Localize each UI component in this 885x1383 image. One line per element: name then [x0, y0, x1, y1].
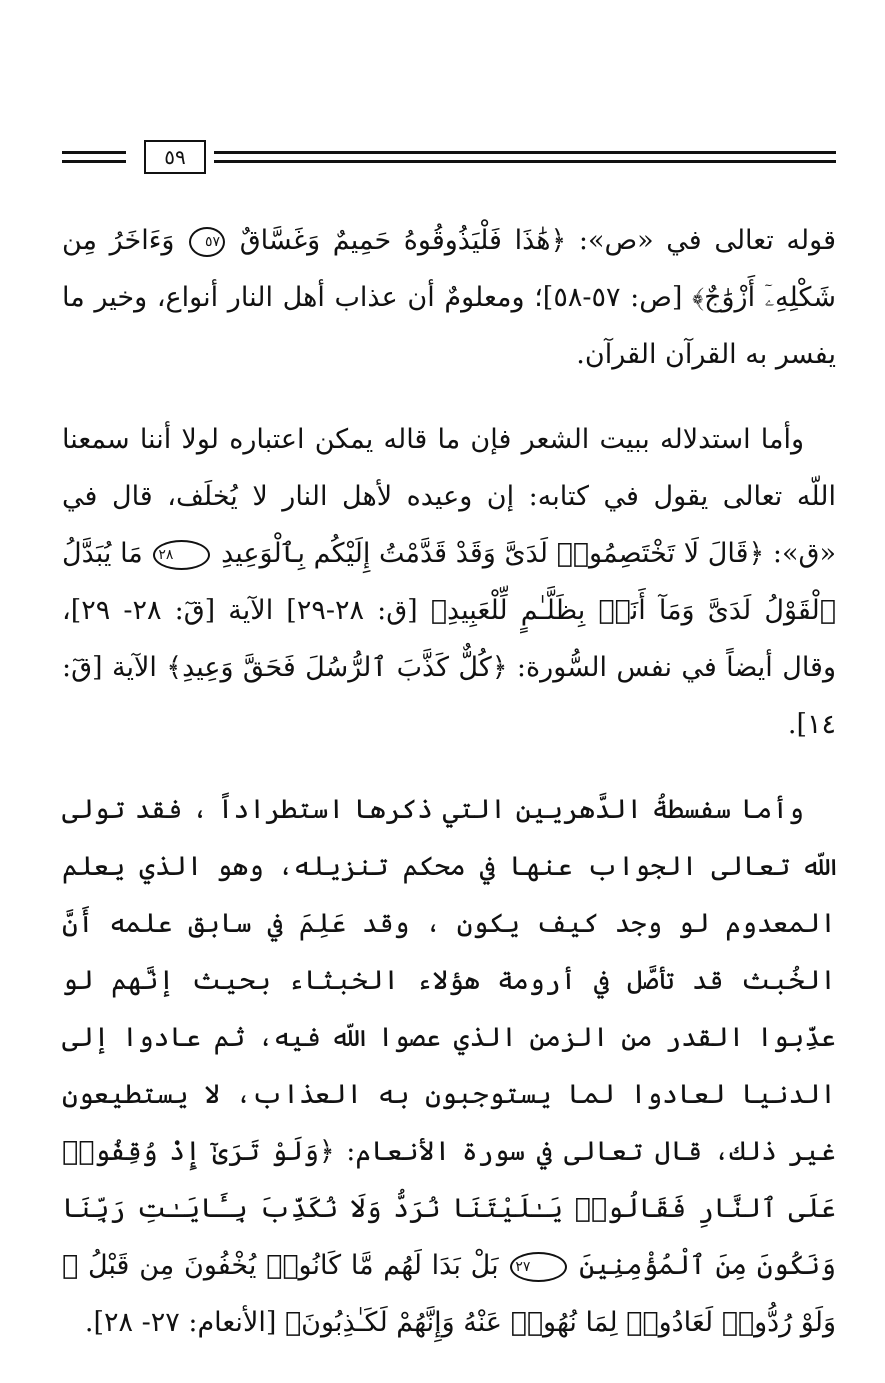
- paragraph: [62, 411, 836, 753]
- header-rule-long: [214, 151, 836, 154]
- paragraph: [62, 781, 836, 1351]
- header-rule-short: [62, 151, 126, 154]
- paragraph-text: مَا يُبَدَّلُ ٱلْقَوْلُ لَدَىَّ وَمَآ أَنَا۠ بِظَلَّـٰمٍ لِّلْعَبِيدِ﴾ [ق: ٢٨-٢٩] الآية [قٓ: ٢٨- ٢٩]، وقال أيضاً في نفس السُّورة: ﴿كُلٌّ كَذَّبَ ٱلرُّسُلَ فَحَقَّ وَعِيدِ﴾ الآية [قٓ: ١٤].: [62, 538, 836, 740]
- header-rule-short: [62, 160, 126, 163]
- verse-number-marker: ٥٧: [189, 227, 225, 257]
- paragraph-text: بَلْ بَدَا لَهُم مَّا كَانُوا۟ يُخْفُونَ مِن قَبْلُ ۖ وَلَوْ رُدُّوا۟ لَعَادُوا۟ لِمَا نُهُوا۟ عَنْهُ وَإِنَّهُمْ لَكَـٰذِبُونَ﴾ [الأنعام: ٢٧- ٢٨].: [62, 1250, 836, 1338]
- page-header: [62, 140, 836, 186]
- header-rule-long: [214, 160, 836, 163]
- paragraph-text: قوله تعالى في «ص»: ﴿هَٰذَا فَلْيَذُوقُوهُ حَمِيمٌ وَغَسَّاقٌ: [227, 225, 836, 256]
- page-number: ٥٩: [144, 140, 206, 174]
- paragraph: [62, 212, 836, 383]
- verse-number-marker: ٢٨: [153, 540, 210, 570]
- page-body: [62, 212, 836, 1379]
- paragraph-text: وَءَاخَرُ مِن شَكْلِهِۦٓ أَزْوَٰجٌ﴾ [ص: ٥٧-٥٨]؛ ومعلومٌ أن عذاب أهل النار أنواع، وخير ما يفسر به القرآن القرآن.: [62, 225, 836, 370]
- paragraph-text: وأما استدلاله ببيت الشعر فإن ما قاله يمكن اعتباره لولا أننا سمعنا اللّه تعالى يقول في كتابه: إن وعيده لأهل النار لا يُخلَف، قال في «ق»: ﴿قَالَ لَا تَخْتَصِمُوا۟ لَدَىَّ وَقَدْ قَدَّمْتُ إِلَيْكُم بِٱلْوَعِيدِ: [62, 424, 836, 569]
- verse-number-marker: ٢٧: [510, 1252, 567, 1282]
- paragraph-text: وأما سفسطةُ الدَّهريين التي ذكرها استطراداً ، فقد تولى اللّه تعالى الجواب عنها في محكم تنزيله، وهو الذي يعلم المعدوم لو وجد كيف يكون ، وقد عَلِمَ في سابق علمه أَنَّ الخُبث قد تأصَّل في أرومة هؤلاء الخبثاء بحيث إنَّهم لو عذِّبوا القدر من الزمن الذي عصوا اللّه فيه، ثم عادوا إلى الدنيا لعادوا لما يستوجبون به العذاب، لا يستطيعون غير ذلك، قال تعالى في سورة الأنعام: ﴿وَلَوْ تَرَىٰٓ إِذْ وُقِفُوا۟ عَلَى ٱلنَّارِ فَقَالُوا۟ يَـٰلَيْتَنَا نُرَدُّ وَلَا نُكَذِّبَ بِـَٔايَـٰتِ رَبِّنَا وَنَكُونَ مِنَ ٱلْمُؤْمِنِينَ: [62, 794, 836, 1281]
